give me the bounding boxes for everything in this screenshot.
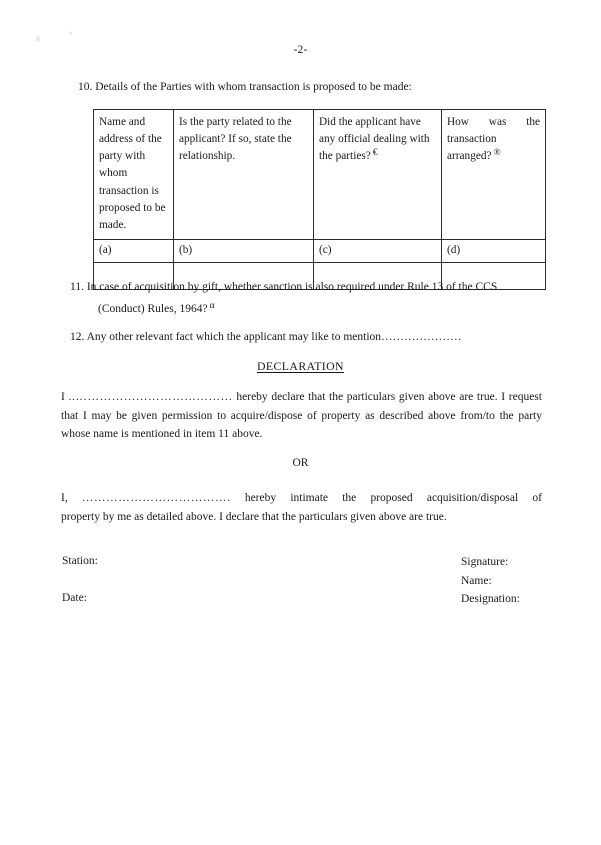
signature-block-right: [461, 553, 520, 609]
table-header-text-d-line3: arranged?: [447, 150, 492, 163]
table-header-cell-a: Name and address of the party with whom transaction is proposed to be made.: [94, 110, 174, 240]
table-header-text-d-line1: How was the: [447, 116, 540, 128]
signature-label: Signature:: [461, 556, 509, 568]
table-header-text-d-line2: transaction: [447, 133, 497, 146]
date-label: Date:: [62, 592, 87, 605]
declaration-blank-line-2: ……………………………….: [81, 492, 231, 504]
intimation-paragraph-firstline-post: hereby intimate the proposed acquisition/disposal of: [230, 492, 542, 504]
table-header-cell-c: [314, 110, 442, 240]
table-header-row: [94, 110, 546, 240]
declaration-blank-line-1: ..…………………………………: [68, 391, 233, 403]
table-cell-letter-d: (d): [442, 240, 546, 263]
table-header-cell-b: Is the party related to the applicant? If so, state the relationship.: [174, 110, 314, 240]
station-label: Station:: [62, 555, 98, 567]
footnote-mark-alpha-icon: α: [209, 300, 215, 311]
intimation-paragraph-rest: property by me as detailed above. I declare that the particulars given above are true.: [61, 510, 447, 523]
declaration-paragraph-pre: I: [61, 391, 69, 403]
scan-speck-icon: [69, 31, 72, 35]
form-item-10: 10. Details of the Parties with whom transaction is proposed to be made:: [78, 81, 412, 93]
intimation-paragraph: [61, 489, 542, 526]
name-label: Name:: [461, 574, 492, 587]
table-header-cell-d: [442, 110, 546, 240]
table-cell-letter-b: (b): [174, 240, 314, 263]
form-item-12: 12. Any other relevant fact which the applicant may like to mention…………………: [70, 331, 462, 343]
table-letter-row: [94, 240, 546, 263]
intimation-paragraph-firstline: [61, 489, 542, 508]
declaration-paragraph: [61, 388, 542, 444]
scan-speck-icon: [36, 36, 40, 42]
table-header-text-c: Did the applicant have any official dealing with the parties?: [319, 116, 430, 163]
declaration-heading-text: DECLARATION: [257, 359, 344, 373]
page-number: -2-: [293, 44, 308, 56]
declaration-heading: [0, 359, 601, 374]
table-cell-letter-c: (c): [314, 240, 442, 263]
form-item-11-line2: [70, 298, 540, 320]
signature-block-left: [62, 553, 98, 608]
form-item-11-line2-text: (Conduct) Rules, 1964?: [98, 303, 208, 316]
table-cell-letter-a: (a): [94, 240, 174, 263]
designation-label: Designation:: [461, 593, 520, 606]
form-item-11-line1: 11. In case of acquisition by gift, whether sanction is also required under Rule 13 of the CCS: [70, 281, 498, 293]
intimation-paragraph-pre: I,: [61, 492, 82, 504]
footnote-mark-registered-icon: ®: [493, 147, 501, 158]
parties-table: [93, 109, 546, 290]
form-item-11: [70, 276, 540, 321]
footnote-mark-euro-icon: €: [372, 147, 378, 158]
or-divider: OR: [292, 457, 309, 469]
declaration-paragraph-post: hereby declare that the particulars given above are true. I request that I may be given permission to acquire/dispose of property as described above from/to the party whose name is mentioned in item 11 above.: [61, 391, 542, 441]
